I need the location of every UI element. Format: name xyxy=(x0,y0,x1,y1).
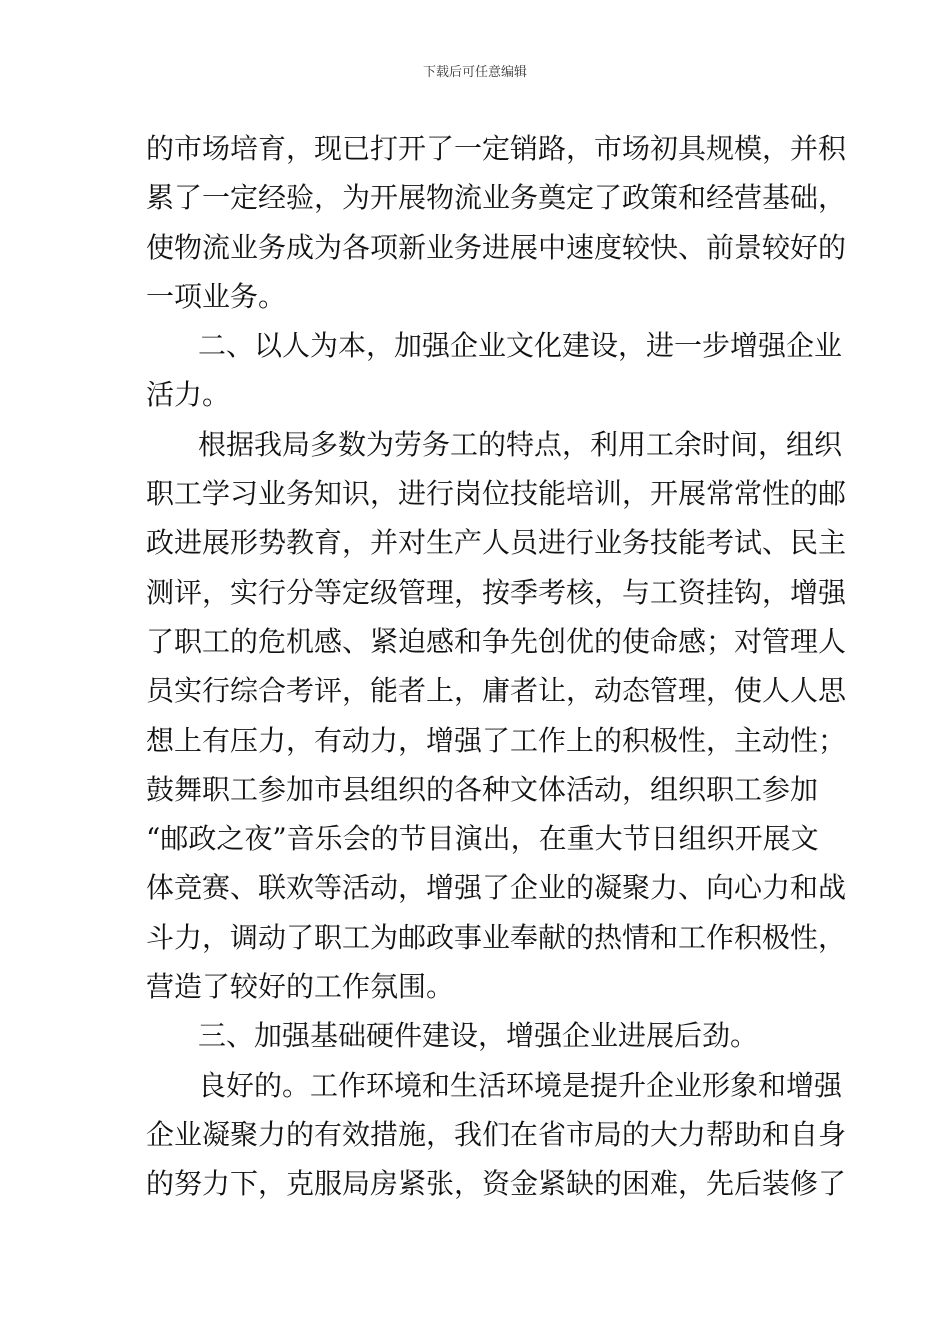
text-line: 活力。 xyxy=(146,378,231,412)
text-line: 政进展形势教育，并对生产人员进行业务技能考试、民主 xyxy=(146,526,847,560)
text-line: 的努力下，克服局房紧张，资金紧缺的困难，先后装修了 xyxy=(146,1167,847,1201)
text-line: 员实行综合考评，能者上，庸者让，动态管理，使人人思 xyxy=(146,674,847,708)
document-body xyxy=(146,124,847,1209)
text-line: “邮政之夜”音乐会的节目演出，在重大节日组织开展文 xyxy=(146,822,819,856)
text-line: 测评，实行分等定级管理，按季考核，与工资挂钩，增强 xyxy=(146,575,847,609)
text-line: 想上有压力，有动力，增强了工作上的积极性，主动性； xyxy=(146,723,847,757)
text-line: 了职工的危机感、紧迫感和争先创优的使命感；对管理人 xyxy=(146,624,847,658)
text-line: 的市场培育，现已打开了一定销路，市场初具规模，并积 xyxy=(146,132,847,165)
text-line: 斗力，调动了职工为邮政事业奉献的热情和工作积极性， xyxy=(146,920,847,954)
text-line: 三、加强基础硬件建设，增强企业进展后劲。 xyxy=(198,1019,759,1053)
text-line: 根据我局多数为劳务工的特点，利用工余时间，组织 xyxy=(198,427,843,461)
text-line: 职工学习业务知识，进行岗位技能培训，开展常常性的邮 xyxy=(146,477,847,511)
text-line: 二、以人为本，加强企业文化建设，进一步增强企业 xyxy=(198,329,843,363)
text-line: 累了一定经验，为开展物流业务奠定了政策和经营基础， xyxy=(146,181,847,215)
text-line: 一项业务。 xyxy=(146,279,287,313)
text-line: 鼓舞职工参加市县组织的各种文体活动，组织职工参加 xyxy=(146,772,819,806)
text-line: 使物流业务成为各项新业务进展中速度较快、前景较好的 xyxy=(146,230,847,264)
page-header: 下载后可任意编辑 xyxy=(422,65,527,80)
text-line: 体竞赛、联欢等活动，增强了企业的凝聚力、向心力和战 xyxy=(146,871,847,905)
text-line: 企业凝聚力的有效措施，我们在省市局的大力帮助和自身 xyxy=(146,1117,847,1151)
text-line: 良好的。工作环境和生活环境是提升企业形象和增强 xyxy=(198,1068,843,1102)
text-line: 营造了较好的工作氛围。 xyxy=(146,970,455,1004)
